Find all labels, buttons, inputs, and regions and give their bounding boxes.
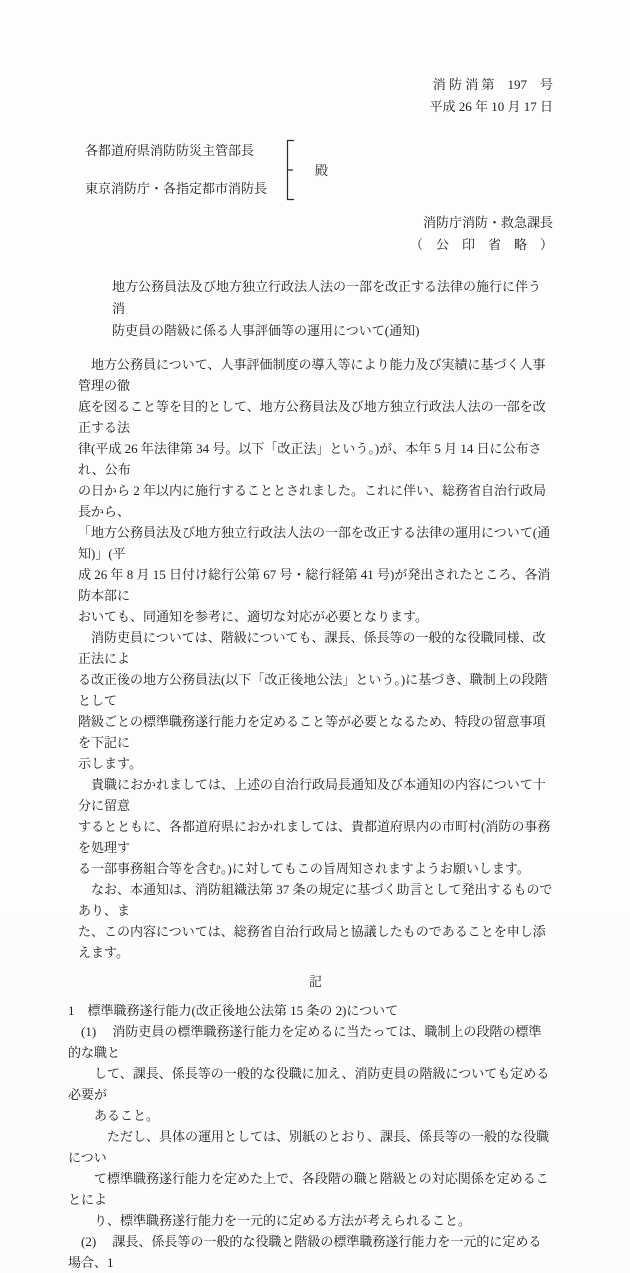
doc-line: ただし、具体の運用としては、別紙のとおり、課長、係長等の一般的な役職につい: [68, 1129, 550, 1165]
doc-line: 防吏員の階級に係る人事評価等の運用について(通知): [112, 323, 420, 338]
doc-line: 消防吏員については、階級についても、課長、係長等の一般的な役職同様、改正法によ: [78, 630, 546, 666]
sender-title: 消防庁消防・救急課長: [422, 215, 553, 230]
doc-line: 底を図ること等を目的として、地方公務員法及び地方独立行政法人法の一部を改正する法: [78, 399, 546, 435]
recipients-block: [85, 132, 553, 208]
doc-line: あること。: [68, 1108, 160, 1123]
doc-line: 律(平成 26 年法律第 34 号。以下「改正法」という。)が、本年 5 月 14 日に公布され、公布: [78, 441, 542, 477]
body-paragraph-2: [78, 627, 553, 774]
doc-line: て標準職務遂行能力を定めた上で、各段階の職と階級との対応関係を定めることによ: [68, 1171, 549, 1207]
body-paragraph-1: [78, 354, 553, 627]
body-paragraph-4: [78, 879, 553, 963]
honorific: 殿: [315, 162, 329, 178]
recipient-names: [85, 132, 267, 208]
doc-line: 「地方公務員法及び地方独立行政法人法の一部を改正する法律の運用について(通知)」(平: [78, 525, 551, 561]
doc-line: 地方公務員について、人事評価制度の導入等により能力及び実績に基づく人事管理の徹: [78, 357, 546, 393]
body-paragraph-3: [78, 774, 553, 879]
subject-title: [112, 276, 553, 342]
doc-line: なお、本通知は、消防組織法第 37 条の規定に基づく助言として発出するものであり、ま: [78, 882, 553, 918]
doc-date: 平成 26 年 10 月 17 日: [429, 99, 553, 114]
doc-line: (2) 課長、係長等の一般的な役職と階級の標準職務遂行能力を一元的に定める場合、1: [68, 1234, 542, 1270]
doc-number: 消 防 消 第 197 号: [432, 77, 553, 92]
doc-line: (1) 消防吏員の標準職務遂行能力を定めるに当たっては、職制上の段階の標準的な職と: [68, 1024, 542, 1060]
document-header: [78, 74, 553, 118]
sender-block: [78, 212, 553, 256]
section-1-item-1: [68, 1021, 553, 1231]
doc-line: して、課長、係長等の一般的な役職に加え、消防吏員の階級についても定める必要が: [68, 1066, 550, 1102]
doc-line: 貴職におかれましては、上述の自治行政局長通知及び本通知の内容について十分に留意: [78, 777, 546, 813]
doc-line: 階級ごとの標準職務遂行能力を定めること等が必要となるため、特段の留意事項を下記に: [78, 714, 546, 750]
doc-line: た、この内容については、総務省自治行政局と協議したものであることを申し添えます。: [78, 924, 546, 960]
doc-line: る改正後の地方公務員法(以下「改正後地公法」という。)に基づき、職制上の段階として: [78, 672, 548, 708]
section-1: [68, 1000, 553, 1273]
doc-line: の日から 2 年以内に施行することとされました。これに伴い、総務省自治行政局長から、: [78, 483, 547, 519]
doc-line: するとともに、各都道府県におかれましては、貴都道府県内の市町村(消防の事務を処理す: [78, 819, 551, 855]
section-1-item-2: [68, 1231, 553, 1273]
section-1-heading: 1 標準職務遂行能力(改正後地公法第 15 条の 2)について: [68, 1003, 399, 1018]
recipient-line-2: 東京消防庁・各指定都市消防長: [85, 181, 268, 196]
body-text: [78, 354, 553, 963]
doc-line: り、標準職務遂行能力を一元的に定める方法が考えられること。: [68, 1213, 472, 1228]
doc-line: 成 26 年 8 月 15 日付け総行公第 67 号・総行経第 41 号)が発出されたところ、各消防本部に: [78, 567, 551, 603]
grouping-bracket-icon: [281, 139, 299, 201]
seal-omitted-note: （ 公 印 省 略 ）: [409, 237, 553, 252]
doc-line: おいても、同通知を参考に、適切な対応が必要となります。: [78, 609, 428, 624]
ki-marker: 記: [308, 974, 322, 989]
doc-line: 示します。: [78, 756, 142, 771]
doc-line: る一部事務組合等を含む。)に対してもこの旨周知されますようお願いします。: [78, 861, 530, 876]
doc-line: 地方公務員法及び地方独立行政法人法の一部を改正する法律の施行に伴う消: [112, 279, 542, 316]
recipient-line-1: 各都道府県消防防災主管部長: [85, 143, 255, 158]
